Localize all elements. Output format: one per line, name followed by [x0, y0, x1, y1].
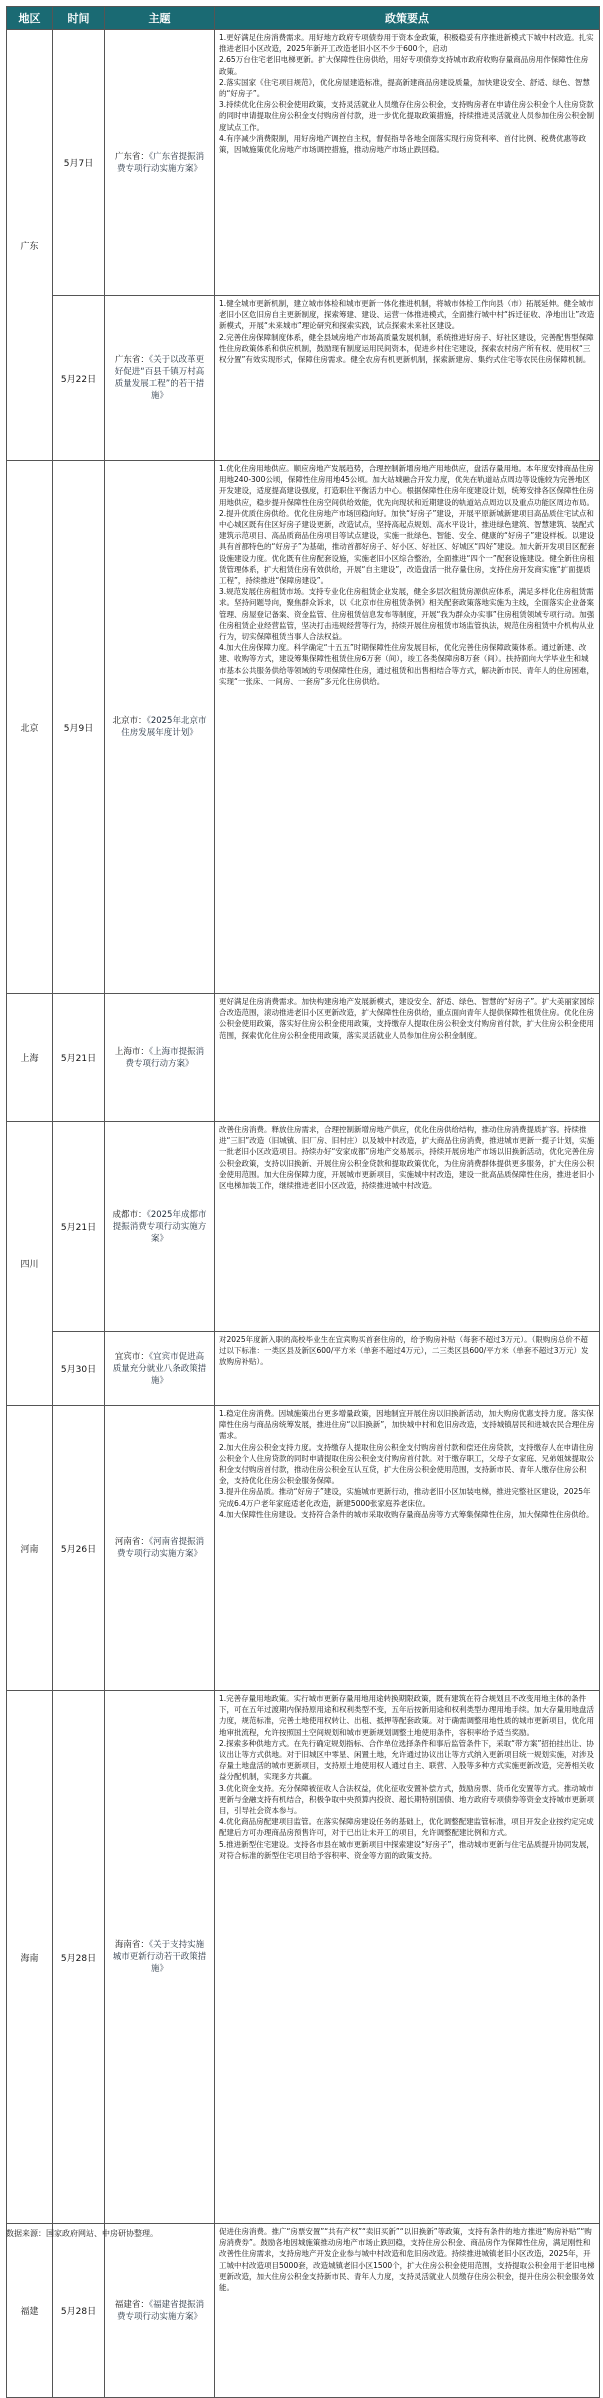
policy-point: 更好满足住房消费需求。加快构建房地产发展新模式，建设安全、舒适、绿色、智慧的“好房子”。扩大美丽家园综合改造范围，滚动推进老旧小区更新改造，扩大保障性住房供给，重点面向青年人提供保障性租赁住房。优化住房公积金使用政策，落实好住房公积金使用政策，支持缴存人提取住房公积金支付购房首付款，扩大住房公积金使用范围，探索优化住房公积金使用政策，落实灵活就业人员参加住房公积金制度。	[219, 997, 595, 1040]
theme-cell	[105, 994, 215, 1122]
theme-title: 《2025年成都市提振消费专项行动实施方案》	[112, 1209, 207, 1244]
table-row	[7, 1122, 600, 1332]
policy-point: 2.65万台住宅老旧电梯更新。扩大保障性住房供给，用好专项债券支持城市政府收购存量商品房用作保障性住房政策。	[219, 55, 589, 76]
region-cell: 上海	[7, 994, 53, 1122]
date-cell: 5月28日	[53, 2224, 105, 2398]
table-row	[7, 2224, 600, 2398]
policy-point: 2.落实国家《住宅项目规范》，优化房屋建造标准，提高新建商品房建设质量，加快建设安全、舒适、绿色、智慧的“好房子”。	[219, 77, 590, 99]
policy-points-cell	[215, 2224, 600, 2398]
policy-point: 1.稳定住房消费。因城施策出台更多增量政策，因地制宜开展住房以旧换新活动，加大购房优惠支持力度。落实保障性住房与商品房统筹发展，推进住房“以旧换新”，加快城中村和危旧房改造，支持城镇居民和进城农民合理住房需求。	[219, 1409, 595, 1441]
theme-title: 《宜宾市促进高质量充分就业八条政策措施》	[112, 1351, 207, 1386]
table-row	[7, 1406, 600, 1691]
theme-cell	[105, 30, 215, 296]
theme-cell	[105, 1332, 215, 1406]
theme-cell	[105, 2224, 215, 2398]
date-cell: 5月21日	[53, 994, 105, 1122]
theme-city: 海南省：	[114, 1940, 149, 1950]
table-row	[7, 30, 600, 296]
table-row	[7, 1691, 600, 2224]
theme-city: 宜宾市：	[114, 1351, 149, 1362]
theme-city: 福建省：	[114, 2299, 149, 2310]
date-cell: 5月7日	[53, 30, 105, 296]
policy-point: 1.健全城市更新机制，建立城市体检和城市更新一体化推进机制，将城市体检工作向县（市）拓展延伸。健全城市老旧小区危旧房自主更新制度，探索筹建、建设、运营一体推进模式，全面推行城中村“拆迁征收、净地出让”改造新模式，开展“未来城市”理论研究和探索实践，试点探索未来社区建设。	[219, 299, 595, 331]
policy-point: 4.加大保障性住房建设。支持符合条件的城市采取收购存量商品房等方式筹集保障性住房，加大保障性住房供给。	[219, 1509, 594, 1519]
date-cell: 5月28日	[53, 1691, 105, 2224]
table-body	[7, 30, 600, 2398]
policy-point: 2.提升优质住房供给。优化住房地产市场回稳向好。加快“好房子”建设，开展平原新城新建项目高品质住宅试点和中心城区既有住区好房子建设更新，改造试点，坚持高起点规划、高水平设计，推进绿色建筑、智慧建筑、装配式建筑示范项目、高品质商品住房项目等试点建设，实施一批绿色、智能、安全、健康的“好房子”建设样板。以建设具有首都特色的“好房子”为基础，推动首都好房子、好小区、好社区、好城区“四好”建设。加大新开发项目区配套设施建设力度。优化既有住房配套设施，实施老旧小区综合整治，全面推进“四个一”配套设施建设。健全新住房租赁管理体系，扩大租赁住房有效供给，开展“自主建设”，改造盘活一批存量住房，支持住房开发商实施“扩面提质工程”，持续推进“保障房建设”。	[219, 508, 595, 586]
header-region: 地区	[7, 7, 53, 30]
theme-cell	[105, 1691, 215, 2224]
theme-city: 广东省：	[114, 355, 149, 365]
theme-city: 成都市：	[112, 1209, 147, 1220]
source-note: 数据来源：国家政府网站、中房研协整理。	[6, 2229, 158, 2238]
policy-point: 1.优化住房用地供应。顺应房地产发展趋势，合理控制新增房地产用地供应，盘活存量用地。本年度安排商品住房用地240-300公顷，保障性住房用地45公顷。加大站城融合开发力度，优先在轨道站点周边等设施较为完善地区开发建设，适度提高建设强度，打造职住平衡活力中心。根据保障性住房年度建设计划，统筹安排各区保障性住房用地供应，稳步提升保障性住房空间供给效能，优先向现状和近期建设的轨道站点周边以及重点功能区周边布局。	[219, 464, 594, 507]
table-row	[7, 994, 600, 1122]
policy-point: 改善住房消费。释放住房需求，合理控制新增房地产供应，优化住房供给结构，推动住房消费提质扩容。持续推进“三旧”改造（旧城镇、旧厂房、旧村庄）以及城中村改造，扩大商品住房消费，推进城市更新一揽子计划，实施一批老旧小区改造项目。持续办好“安家成都”房地产交易展示，持续开展房地产市场以旧换新活动，优化完善住房公积金政策，支持以旧换新、开展住房公积金贷款和提取政策优化，为住房消费群体提供更多服务，扩大住房公积金使用范围。加大住房保障力度，开展城市更新项目，实施城中村改造，建设一批高品质保障性住房，推进老旧小区电梯加装工作，继续推进老旧小区改造，持续推进城中村改造。	[219, 1125, 595, 1191]
policy-point: 3.优化资金支持。充分保障被征收人合法权益，优化征收安置补偿方式，鼓励房票、货币化安置等方式。推动城市更新与金融支持有机结合，积极争取中央预算内投资、超长期特别国债、地方政府专项债券等资金支持城市更新项目，引导社会资本参与。	[219, 1783, 594, 1816]
header-theme: 主题	[105, 7, 215, 30]
theme-cell	[105, 296, 215, 461]
date-cell: 5月30日	[53, 1332, 105, 1406]
policy-point: 4.加大住房保障力度。科学确定“十五五”时期保障性住房发展目标，优化完善住房保障政策体系。通过新建、改建、收购等方式，建设筹集保障性租赁住房6万套（间），竣工各类保障房8万套（间）。扶持面向大学毕业生和城市基本公共服务供给等领域的专项保障性住房，通过租赁和出售相结合等方式，解决新市民、青年人的住房困难，实现“一张床、一间房、一套房”多元化住房供给。	[219, 643, 594, 686]
theme-cell	[105, 461, 215, 994]
policy-point: 4.有序减少消费限制，用好房地产调控自主权，督促指导各地全面落实现行房贷利率、首付比例、税费优惠等政策，因城施策优化房地产市场调控措施，推动房地产市场止跌回稳。	[219, 133, 587, 155]
region-cell: 河南	[7, 1406, 53, 1691]
region-cell: 福建	[7, 2224, 53, 2398]
policy-point: 2.探索多种供地方式。在先行确定规划指标、合作单位选择条件和事后监管条件下，采取“带方案”招拍挂出让、协议出让等方式供地。对于旧城区中零星、闲置土地，允许通过协议出让等方式纳入更新项目统一规划实施，对涉及存量土地盘活的城市更新项目，支持原土地使用权人通过自主、联营、入股等多种方式实施更新改造，完善相关收益分配机制，实现多方共赢。	[219, 1738, 594, 1782]
policy-point: 5.推进新型住宅建设。支持各市县在城市更新项目中探索建设“好房子”，推动城市更新与住宅品质提升协同发展，对符合标准的新型住宅项目给予容积率、资金等方面的政策支持。	[219, 1839, 594, 1860]
theme-city: 河南省：	[114, 1537, 149, 1547]
theme-title: 《2025年北京市住房发展年度计划》	[121, 716, 207, 738]
policy-point: 3.持续优化住房公积金使用政策，支持灵活就业人员缴存住房公积金，支持购房者在申请住房公积金个人住房贷款的同时申请提取住房公积金支付购房首付款，进一步优化提取政策措施，持续推进灵活就业人员参加住房公积金制度试点工作。	[219, 100, 594, 132]
policy-point: 促进住房消费。推广“房票安置”“共有产权”“卖旧买新”“以旧换新”等政策，支持有条件的地方推进“购房补贴”“购房消费券”。鼓励各地因城施策推动房地产市场止跌回稳，支持住房公积金、商品房作为保障性住房，满足刚性和改善性住房需求，支持房地产开发企业参与城中村改造和危旧房改造。持续推进城镇老旧小区改造，2025年，开工城中村改造项目5000套，改造城镇老旧小区1500个，扩大住房公积金使用范围，支持提取公积金用于老旧电梯更新改造，加大住房公积金支持新市民、青年人力度，支持灵活就业人员缴存住房公积金，提升住房公积金服务效能。	[219, 2227, 595, 2293]
policy-point: 1.完善存量用地政策。实行城市更新存量用地用途转换期限政策，既有建筑在符合规划且不改变用地主体的条件下，可在五年过渡期内保持原用途和权利类型不变，五年后按新用途和权利类型办理用地手续。加大存量用地盘活力度，规范标准，完善土地使用权转让、出租、抵押等配套政策。对于确需调整用地性质的城市更新项目，优化用地审批流程，允许按照国土空间规划和城市更新规划调整土地使用条件，容积率给予适当奖励。	[219, 1694, 594, 1737]
date-cell: 5月22日	[53, 296, 105, 461]
policy-points-cell	[215, 1691, 600, 2224]
date-cell: 5月21日	[53, 1122, 105, 1332]
theme-title: 《福建省提振消费专项行动实施方案》	[116, 2299, 205, 2322]
header-points: 政策要点	[215, 7, 600, 30]
policy-point: 3.提升住房品质。推动“好房子”建设，实施城市更新行动，推动老旧小区加装电梯，推进完整社区建设，2025年完成6.4万户老年家庭适老化改造，新建5000张家庭养老床位。	[219, 1487, 591, 1508]
theme-title: 《上海市提振消费专项行动方案》	[125, 1046, 205, 1069]
policy-points-cell	[215, 1122, 600, 1332]
header-date: 时间	[53, 7, 105, 30]
table-row	[7, 1332, 600, 1406]
theme-title: 《关于支持实施城市更新行动若干政策措施》	[112, 1940, 207, 1974]
policy-point: 2.加大住房公积金支持力度。支持缴存人提取住房公积金支付购房首付款和偿还住房贷款，支持缴存人在申请住房公积金个人住房贷款的同时申请提取住房公积金支付购房首付款。对于缴存职工，父母子女家庭、兄弟姐妹提取公积金支付购房首付款，推动住房公积金互认互贷，扩大住房公积金使用范围，支持新市民、青年人缴存住房公积金，支持优化住房公积金服务保障。	[219, 1442, 594, 1486]
policy-point: 2.完善住房保障制度体系，健全县域房地产市场高质量发展机制，系统推进好房子、好社区建设，完善配售型保障性住房政策体系和供应机制，鼓励现有制度运用民间资本，促进乡村住宅建设，探索农村房产所有权、使用权“三权分置”有效实现形式，保障住房需求。健全农房有机更新机制，探索新建房、集约式住宅等农民住房保障机制。	[219, 332, 594, 365]
table-header-row	[7, 7, 600, 30]
policy-table	[6, 6, 600, 2398]
theme-cell	[105, 1406, 215, 1691]
policy-point: 1.更好满足住房消费需求。用好地方政府专项债券用于资本金政策，积极稳妥有序推进新模式下城中村改造。扎实推进老旧小区改造，2025年新开工改造老旧小区不少于600个，启动	[219, 33, 594, 54]
table-row	[7, 296, 600, 461]
region-cell: 四川	[7, 1122, 53, 1406]
theme-cell	[105, 1122, 215, 1332]
table-row	[7, 461, 600, 994]
date-cell: 5月26日	[53, 1406, 105, 1691]
region-cell: 海南	[7, 1691, 53, 2224]
policy-point: 对2025年度新入职的高校毕业生在宜宾购买首套住房的，给予购房补贴（每套不超过3万元）。（限购房总价不超过以下标准：一类区县及新区600/平方米（单套不超过4万元），二三类区县600/平方米（单套不超过3万元）发放购房补贴）。	[219, 1335, 589, 1367]
theme-city: 广东省：	[114, 151, 149, 162]
policy-points-cell	[215, 461, 600, 994]
theme-title: 《广东省提振消费专项行动实施方案》	[116, 151, 205, 174]
region-cell: 广东	[7, 30, 53, 461]
theme-city: 上海市：	[114, 1046, 149, 1057]
theme-title: 《关于以改革更好促进“百县千镇万村高质量发展工程”的若干措施》	[114, 355, 205, 401]
policy-points-cell	[215, 1406, 600, 1691]
policy-points-cell	[215, 30, 600, 296]
theme-city: 北京市：	[112, 716, 147, 726]
policy-points-cell	[215, 296, 600, 461]
theme-title: 《河南省提振消费专项行动实施方案》	[116, 1537, 205, 1559]
policy-points-cell	[215, 1332, 600, 1406]
policy-points-cell	[215, 994, 600, 1122]
date-cell: 5月9日	[53, 461, 105, 994]
policy-point: 3.规范发展住房租赁市场。支持专业化住房租赁企业发展，健全多层次租赁房源供应体系，满足多样化住房租赁需求。坚持问题导向，聚焦群众诉求，以《北京市住房租赁条例》相关配套政策落地实施为主线，全面落实企业备案管理、房屋登记备案、资金监管、住房租赁信息发布等制度，开展“我为群众办实事”住房租赁领域专项行动。加强住房租赁企业经营监管，坚决打击违规经营等行为，持续开展住房租赁市场监管执法，规范住房租赁中介机构从业行为，切实保障租赁当事人合法权益。	[219, 587, 595, 642]
region-cell: 北京	[7, 461, 53, 994]
policy-point: 4.优化商品房配建项目监管。在落实保障房建设任务的基础上，优化调整配建监管标准，项目开发企业按约定完成配建后方可办理商品房预售许可，对于已出让未开工的项目，允许调整配建比例和方式。	[219, 1817, 594, 1838]
